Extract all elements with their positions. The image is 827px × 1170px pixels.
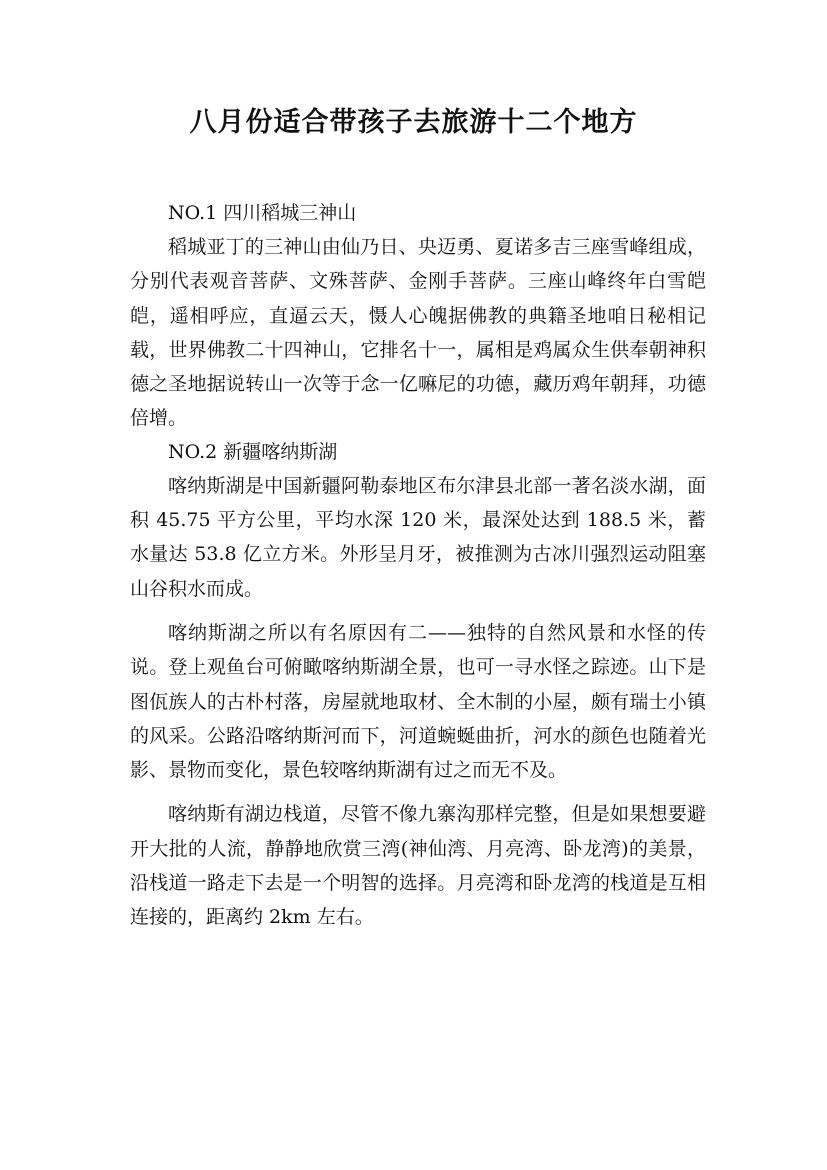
section-heading-2: NO.2 新疆喀纳斯湖 — [168, 440, 338, 463]
document-body — [130, 197, 706, 935]
section-2-paragraph-2: 喀纳斯湖之所以有名原因有二——独特的自然风景和水怪的传说。登上观鱼台可俯瞰喀纳斯湖全景，也可一寻水怪之踪迹。山下是图佤族人的古朴村落，房屋就地取材、全木制的小屋，颇有瑞士小镇的风采。公路沿喀纳斯河而下，河道蜿蜒曲折，河水的颜色也随着光影、景物而变化，景色较喀纳斯湖有过之而无不及。 — [130, 621, 706, 782]
section-1-paragraph-1: 稻城亚丁的三神山由仙乃日、央迈勇、夏诺多吉三座雪峰组成，分别代表观音菩萨、文殊菩萨、金刚手菩萨。三座山峰终年白雪皑皑，遥相呼应，直逼云天，慑人心魄据佛教的典籍圣地咱日秘相记载，世界佛教二十四神山，它排名十一，属相是鸡属众生供奉朝神积德之圣地据说转山一次等于念一亿嘛尼的功德，藏历鸡年朝拜，功德倍增。 — [130, 236, 706, 430]
section-2-paragraph-1: 喀纳斯湖是中国新疆阿勒泰地区布尔津县北部一著名淡水湖，面积 45.75 平方公里，平均水深 120 米，最深处达到 188.5 米，蓄水量达 53.8 亿立方米。外形呈月牙，被推测为古冰川强烈运动阻塞山谷积水而成。 — [130, 474, 706, 600]
section-2-paragraph-3: 喀纳斯有湖边栈道，尽管不像九寨沟那样完整，但是如果想要避开大批的人流，静静地欣赏三湾(神仙湾、月亮湾、卧龙湾)的美景，沿栈道一路走下去是一个明智的选择。月亮湾和卧龙湾的栈道是互相连接的，距离约 2km 左右。 — [130, 803, 706, 929]
section-heading-1: NO.1 四川稻城三神山 — [168, 202, 357, 224]
document-title: 八月份适合带孩子去旅游十二个地方 — [189, 107, 638, 138]
